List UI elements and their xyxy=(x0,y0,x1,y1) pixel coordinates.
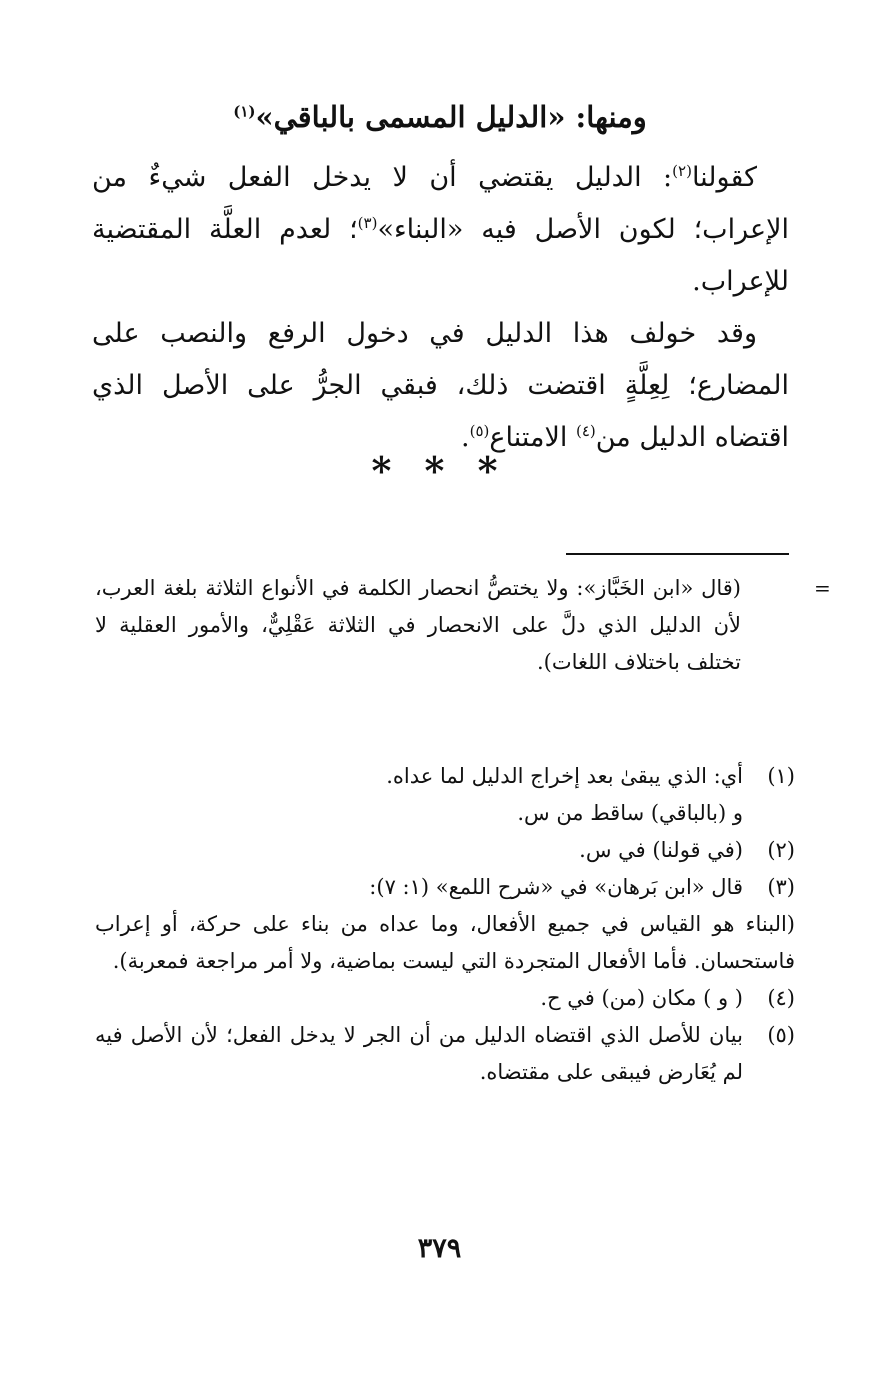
footnote-divider xyxy=(566,553,789,555)
main-body xyxy=(92,152,789,464)
footnote-4 xyxy=(95,980,795,1017)
footnote-5 xyxy=(95,1017,795,1091)
page-number: ٣٧٩ xyxy=(417,1233,462,1264)
footnote-body xyxy=(95,980,743,1017)
footnote-quote-body xyxy=(95,906,795,980)
footnote-ref-4[interactable]: (٤) xyxy=(575,422,596,440)
footnote-number: (٥) xyxy=(767,1023,795,1047)
footnote-ref-1[interactable]: (١) xyxy=(233,102,256,121)
footnote-line: بيان للأصل الذي اقتضاه الدليل من أن الجر لا يدخل الفعل؛ لأن الأصل فيه لم يُعَارض فيبقى على مقتضاه. xyxy=(95,1023,743,1084)
footnote-3-quote xyxy=(95,906,795,980)
footnote-body xyxy=(95,758,743,832)
footnote-ref-5[interactable]: (٥) xyxy=(469,422,490,440)
p2-start: وقد خولف هذا الدليل في دخول الرفع والنصب على المضارع؛ لِعِلَّةٍ اقتضت ذلك، فبقي الجرُّ على الأصل الذي اقتضاه الدليل من xyxy=(92,318,789,453)
footnote-ref-3[interactable]: (٣) xyxy=(357,214,378,232)
section-separator: * * * xyxy=(371,448,508,493)
footnote-line: و (بالباقي) ساقط من س. xyxy=(517,801,743,825)
p1-start: كقولنا xyxy=(691,162,757,193)
footnote-body xyxy=(95,1017,743,1091)
footnote-number: (٤) xyxy=(767,986,795,1010)
footnote-line: أي: الذي يبقىٰ بعد إخراج الدليل لما عداه. xyxy=(386,764,743,788)
footnote-1 xyxy=(95,758,795,832)
footnote-line: ( و ) مكان (من) في ح. xyxy=(540,986,743,1010)
footnote-line: (البناء هو القياس في جميع الأفعال، وما عداه من بناء على حركة، أو إعراب فاستحسان. فأما الأفعال المتجردة التي ليست بماضية، ولا أمر مراجعة فمعربة). xyxy=(95,912,795,973)
footnote-number: (٢) xyxy=(767,838,795,862)
footnote-line: قال «ابن بَرهان» في «شرح اللمع» (١: ٧): xyxy=(369,875,743,899)
heading-text: ومنها: «الدليل المسمى بالباقي» xyxy=(255,100,647,134)
footnote-3 xyxy=(95,869,795,906)
p1-end: ؛ لعدم العلَّة المقتضية للإعراب. xyxy=(92,214,789,297)
continued-footnote-text: (قال «ابن الخَبَّاز»: ولا يختصُّ انحصار الكلمة في الأنواع الثلاثة بلغة العرب، لأن الدليل الذي دلَّ على الانحصار في الثلاثة عَقْلِيٌّ، والأمور العقلية لا تختلف باختلاف اللغات). xyxy=(95,576,741,674)
continued-footnote xyxy=(95,570,741,681)
footnote-body xyxy=(95,832,743,869)
footnote-number: (١) xyxy=(767,764,795,788)
footnote-number: (٣) xyxy=(767,875,795,899)
paragraph-1 xyxy=(92,152,789,308)
p2-end: . xyxy=(461,422,470,453)
section-heading xyxy=(90,100,790,134)
footnotes-list xyxy=(95,758,795,1091)
footnote-2 xyxy=(95,832,795,869)
footnote-line: (في قولنا) في س. xyxy=(579,838,743,862)
paragraph-2 xyxy=(92,308,789,464)
footnote-ref-2[interactable]: (٢) xyxy=(672,162,692,180)
continuation-marker: = xyxy=(814,576,831,600)
footnote-body xyxy=(95,869,743,906)
p2-middle: الامتناع xyxy=(489,422,576,453)
p1-middle: : الدليل يقتضي أن لا يدخل الفعل شيءٌ من الإعراب؛ لكون الأصل فيه «البناء» xyxy=(92,162,789,245)
